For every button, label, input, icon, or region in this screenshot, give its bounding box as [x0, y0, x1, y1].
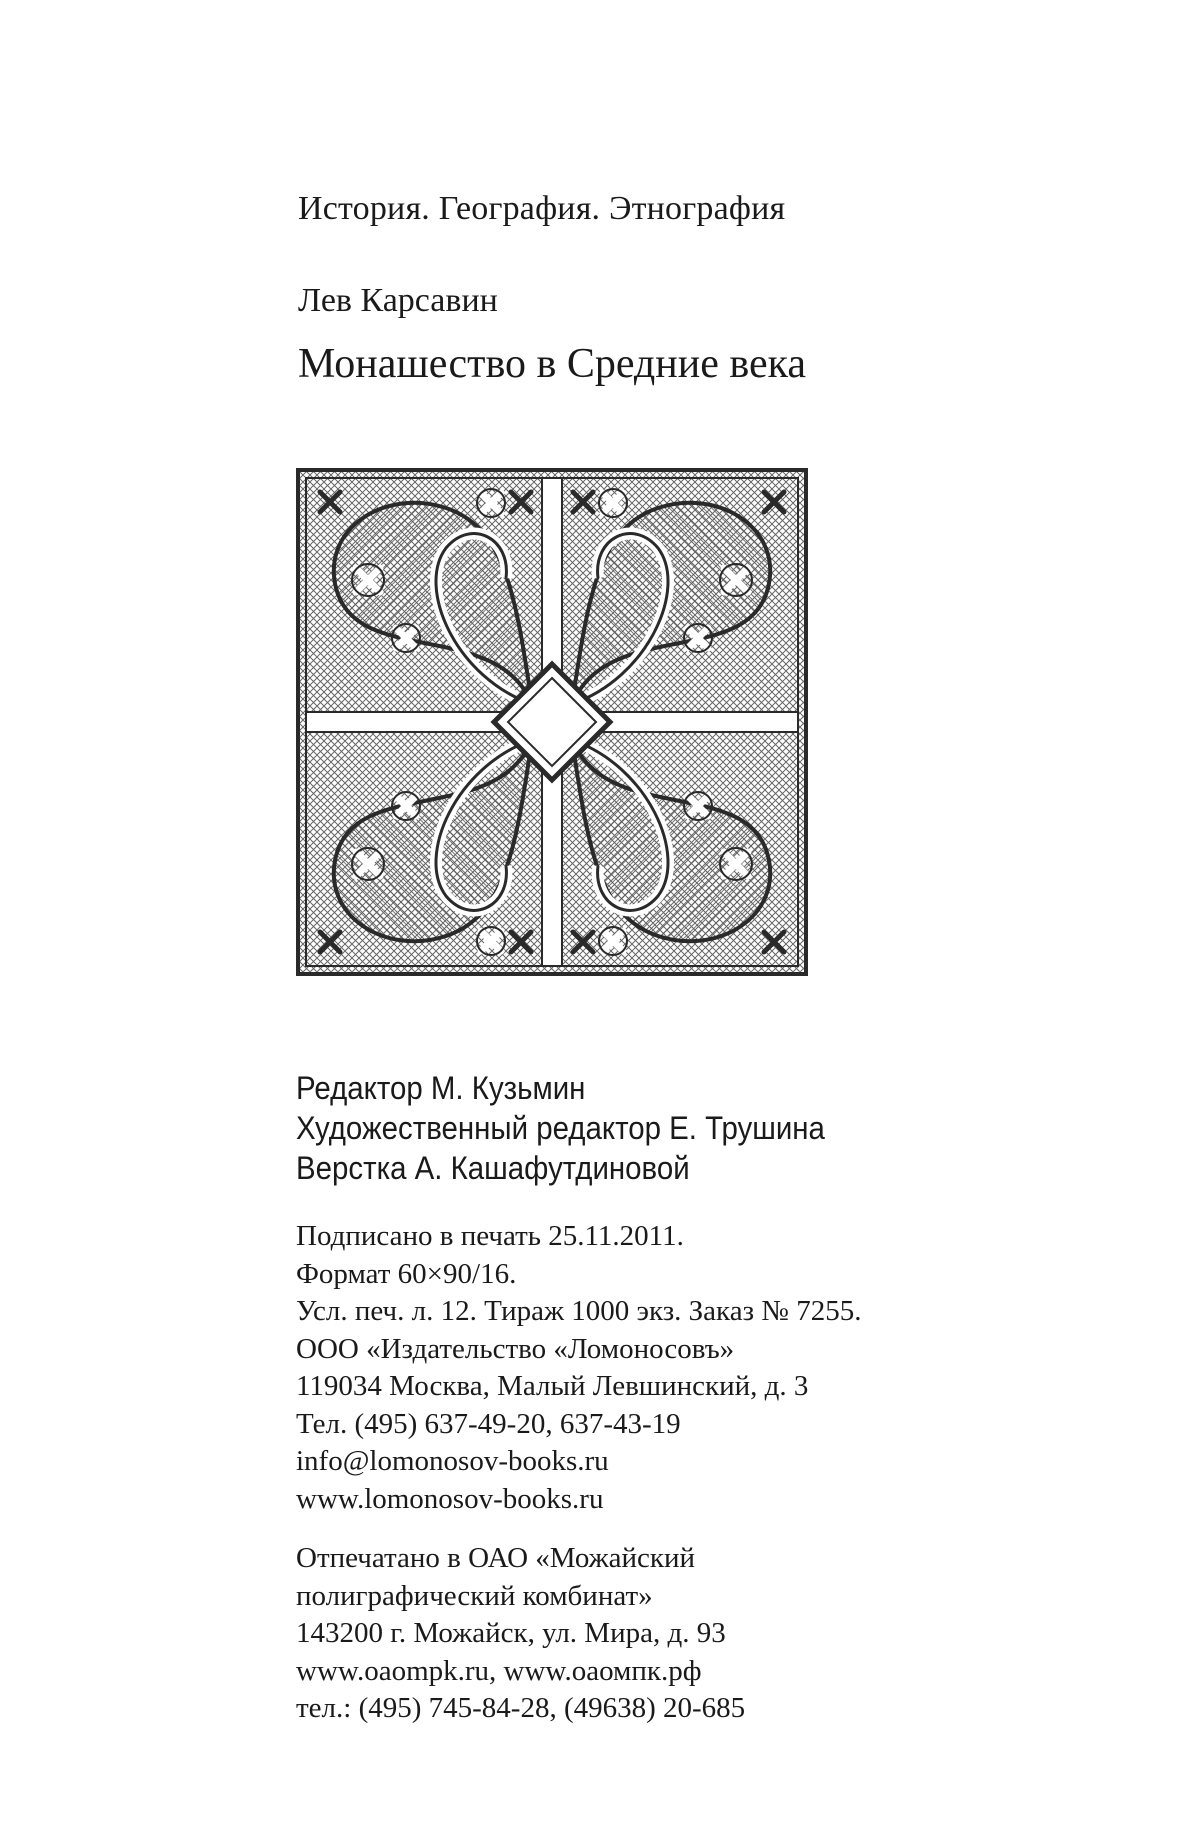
imprint-block — [296, 1218, 861, 1518]
imprint-line: Усл. печ. л. 12. Тираж 1000 экз. Заказ № 7255. — [296, 1295, 862, 1327]
printer-line: Отпечатано в ОАО «Можайский — [296, 1542, 696, 1574]
imprint-line: Формат 60×90/16. — [296, 1257, 517, 1290]
imprint-line: ООО «Издательство «Ломоносовъ» — [296, 1332, 735, 1365]
printer-line: полиграфический комбинат» — [296, 1579, 653, 1612]
celtic-knot-ornament-icon — [296, 468, 808, 976]
credit-editor: Редактор М. Кузьмин — [296, 1070, 586, 1106]
publisher-website: www.lomonosov-books.ru — [296, 1482, 604, 1515]
printer-websites: www.oaompk.ru, www.оаомпк.рф — [296, 1654, 702, 1687]
imprint-line: Тел. (495) 637-49-20, 637-43-19 — [296, 1407, 681, 1440]
book-title: Монашество в Средние века — [298, 341, 807, 387]
printer-phone: тел.: (495) 745-84-28, (49638) 20-685 — [296, 1692, 746, 1724]
credit-layout: Верстка А. Кашафутдиновой — [296, 1150, 690, 1186]
printer-block — [296, 1540, 745, 1728]
printer-line: 143200 г. Можайск, ул. Мира, д. 93 — [296, 1617, 726, 1649]
credits-block — [296, 1068, 871, 1188]
credit-art-editor: Художественный редактор Е. Трушина — [296, 1110, 825, 1146]
publisher-email: info@lomonosov-books.ru — [296, 1445, 609, 1477]
author-name: Лев Карсавин — [298, 282, 498, 319]
imprint-line: 119034 Москва, Малый Левшинский, д. 3 — [296, 1370, 809, 1402]
imprint-line: Подписано в печать 25.11.2011. — [296, 1220, 684, 1252]
series-title: История. География. Этнография — [298, 190, 786, 227]
